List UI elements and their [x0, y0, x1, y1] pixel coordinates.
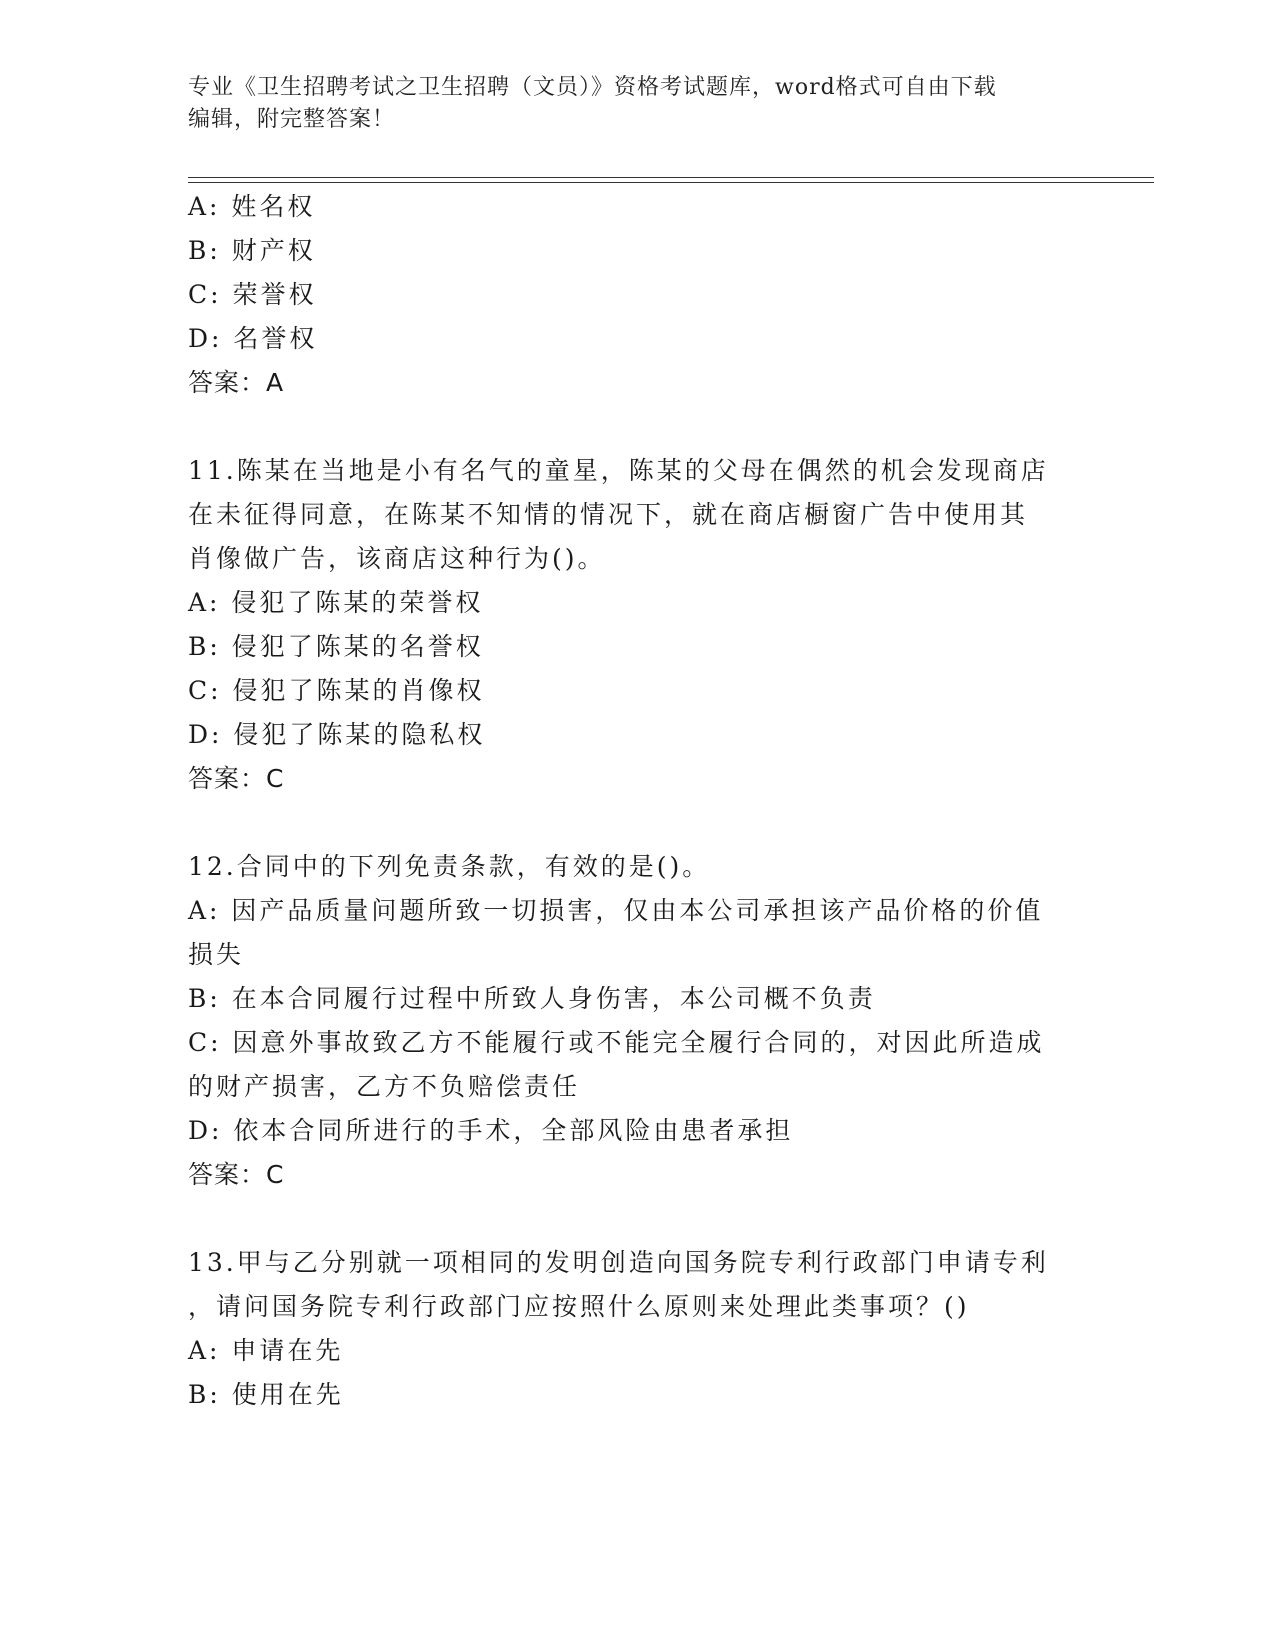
q10-option-a: A: 姓名权 — [188, 192, 316, 221]
q13-option-b: B: 使用在先 — [188, 1380, 344, 1409]
q13-option-a: A: 申请在先 — [188, 1336, 344, 1365]
q12-stem-line-1: 12.合同中的下列免责条款，有效的是()。 — [188, 852, 711, 881]
q12-option-c-cont: 的财产损害，乙方不负赔偿责任 — [188, 1072, 581, 1101]
q12-option-b: B: 在本合同履行过程中所致人身伤害，本公司概不负责 — [188, 984, 876, 1013]
q12-answer: 答案：C — [188, 1160, 285, 1189]
q11-option-b: B: 侵犯了陈某的名誉权 — [188, 632, 484, 661]
header-divider-bottom — [188, 182, 1154, 183]
q11-stem-line-3: 肖像做广告，该商店这种行为()。 — [188, 544, 606, 573]
q11-option-c: C: 侵犯了陈某的肖像权 — [188, 676, 485, 705]
q10-option-d: D: 名誉权 — [188, 324, 318, 353]
q11-answer: 答案：C — [188, 764, 285, 793]
header-divider-top — [188, 177, 1154, 178]
q10-option-b: B: 财产权 — [188, 236, 316, 265]
q11-stem-line-2: 在未征得同意，在陈某不知情的情况下，就在商店橱窗广告中使用其 — [188, 500, 1029, 529]
q13-stem-line-2: ，请问国务院专利行政部门应按照什么原则来处理此类事项？() — [188, 1292, 970, 1321]
header-line-1: 专业《卫生招聘考试之卫生招聘（文员）》资格考试题库，word格式可自由下载 — [188, 75, 997, 100]
document-header — [188, 72, 1088, 136]
q12-option-d: D: 依本合同所进行的手术，全部风险由患者承担 — [188, 1116, 794, 1145]
q12-option-a: A: 因产品质量问题所致一切损害，仅由本公司承担该产品价格的价值 — [188, 896, 1044, 925]
q10-answer: 答案：A — [188, 368, 285, 397]
q13-stem-line-1: 13.甲与乙分别就一项相同的发明创造向国务院专利行政部门申请专利 — [188, 1248, 1049, 1277]
q12-option-a-cont: 损失 — [188, 940, 245, 969]
q12-option-c: C: 因意外事故致乙方不能履行或不能完全履行合同的，对因此所造成 — [188, 1028, 1045, 1057]
q11-option-a: A: 侵犯了陈某的荣誉权 — [188, 588, 484, 617]
q11-stem-line-1: 11.陈某在当地是小有名气的童星，陈某的父母在偶然的机会发现商店 — [188, 456, 1049, 485]
q10-option-c: C: 荣誉权 — [188, 280, 317, 309]
q11-option-d: D: 侵犯了陈某的隐私权 — [188, 720, 486, 749]
header-line-2: 编辑，附完整答案！ — [188, 107, 396, 132]
